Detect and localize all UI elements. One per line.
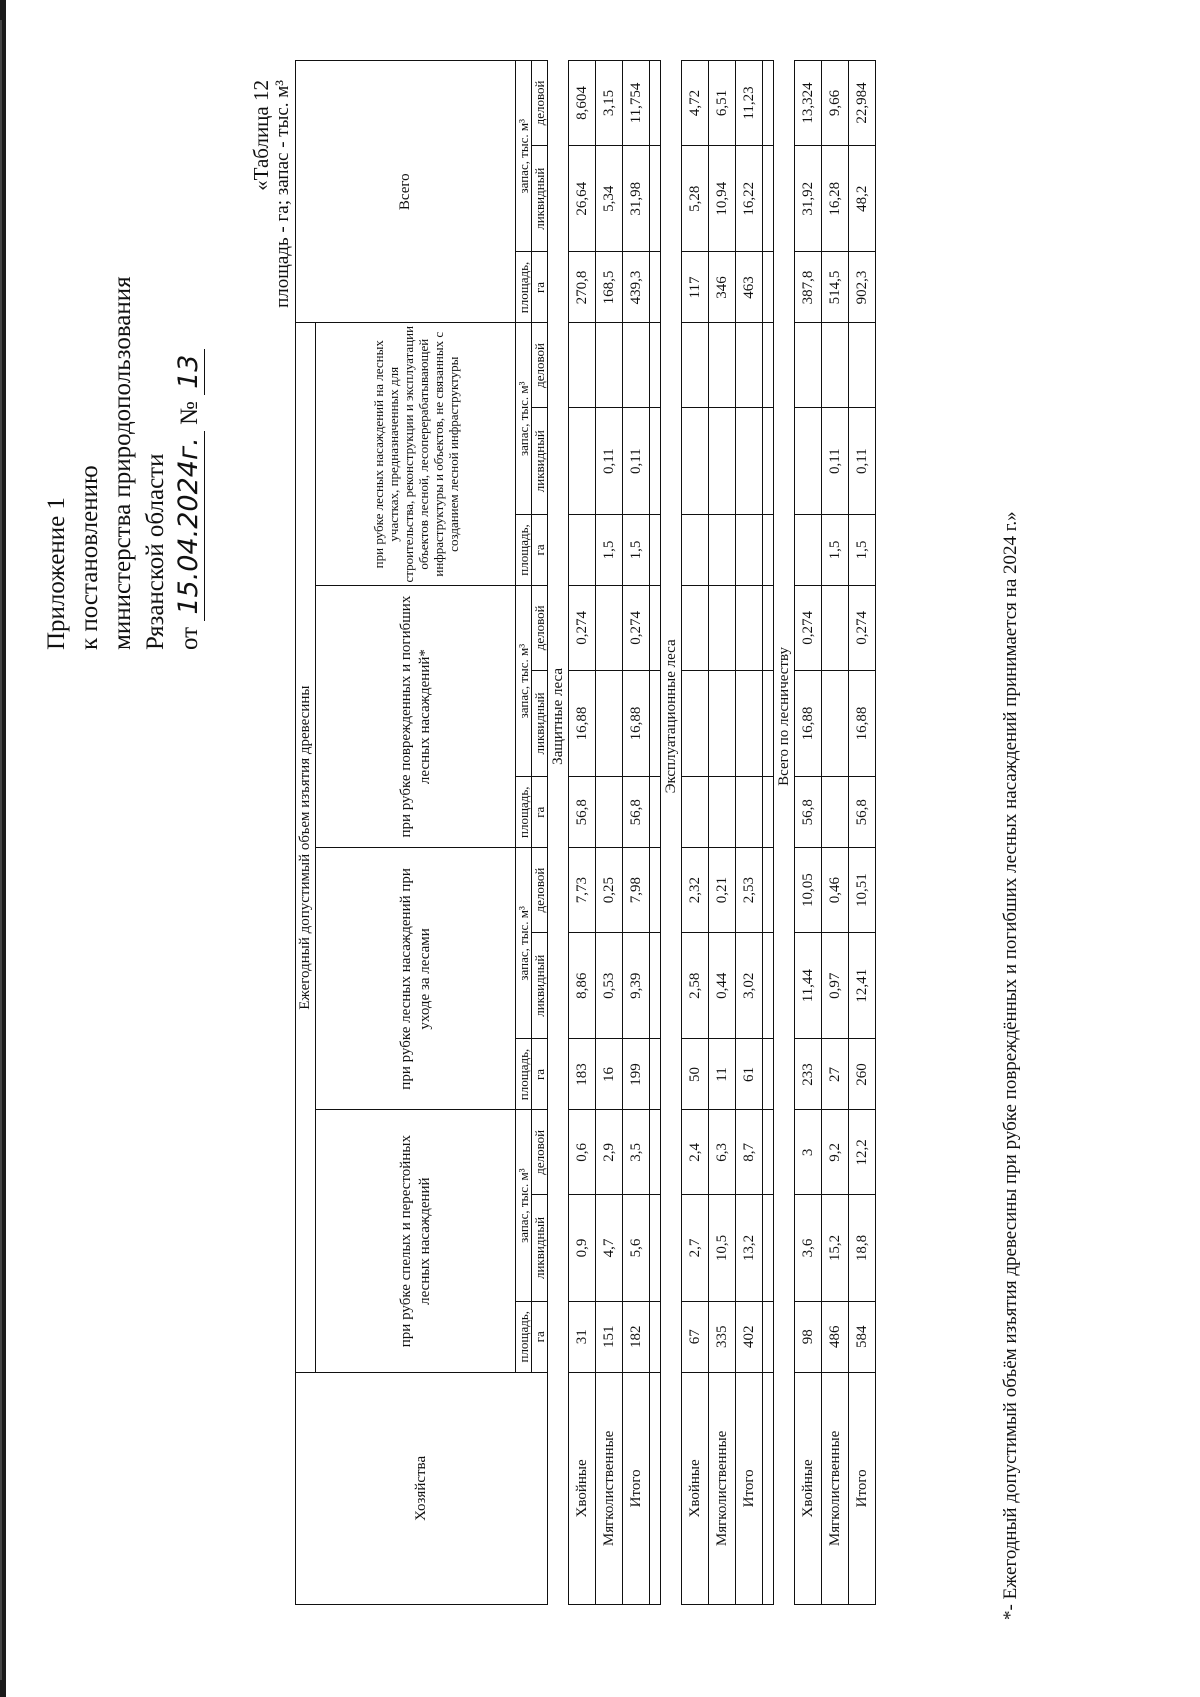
table-cell: 5,34 (596, 145, 623, 252)
table-cell: 18,8 (849, 1195, 876, 1302)
section-spacer (650, 61, 661, 1605)
spacer-cell (650, 1039, 661, 1110)
handwritten-date: 15.04.2024г. (173, 431, 205, 620)
table-cell: 151 (596, 1301, 623, 1372)
area-unit: га (532, 252, 548, 323)
spacer-cell (763, 1372, 774, 1604)
table-cell: 31,98 (623, 145, 650, 252)
table-cell: 8,86 (569, 932, 596, 1039)
table-cell: 3,5 (623, 1110, 650, 1195)
stock-label: запас, тыс. м³ (516, 61, 532, 252)
table-cell (736, 777, 763, 848)
table-cell: 168,5 (596, 252, 623, 323)
table-cell: 12,41 (849, 932, 876, 1039)
rotated-page-content (40, 60, 1040, 1640)
table-cell: 2,9 (596, 1110, 623, 1195)
stock-label: запас, тыс. м³ (516, 323, 532, 514)
table-row (596, 61, 623, 1605)
table-row (682, 61, 709, 1605)
table-cell: 61 (736, 1039, 763, 1110)
table-cell: 0,46 (822, 848, 849, 933)
appendix-header (40, 80, 206, 650)
table-cell: 902,3 (849, 252, 876, 323)
table-cell (682, 777, 709, 848)
stock-label: запас, тыс. м³ (516, 585, 532, 776)
table-row (822, 61, 849, 1605)
spacer-cell (650, 145, 661, 252)
area-unit: га (532, 1039, 548, 1110)
table-cell: 22,984 (849, 61, 876, 146)
spacer-cell (763, 408, 774, 515)
table-cell (596, 777, 623, 848)
table-cell (569, 408, 596, 515)
table-cell: 0,274 (849, 585, 876, 670)
table-cell: 117 (682, 252, 709, 323)
spacer-cell (763, 670, 774, 777)
table-cell: 584 (849, 1301, 876, 1372)
section-row (661, 61, 682, 1605)
table-cell: 402 (736, 1301, 763, 1372)
table-cell: 0,44 (709, 932, 736, 1039)
table-cell (736, 514, 763, 585)
table-cell: 8,604 (569, 61, 596, 146)
table-cell: 182 (623, 1301, 650, 1372)
table-cell: 260 (849, 1039, 876, 1110)
table-cell (822, 670, 849, 777)
table-cell: 6,51 (709, 61, 736, 146)
mature-felling-header: при рубке спелых и перестойных лесных насаждений (316, 1110, 516, 1372)
spacer-cell (650, 1195, 661, 1302)
liquid-label: ликвидный (532, 145, 548, 252)
stock-label: запас, тыс. м³ (516, 1110, 532, 1301)
table-cell: 387,8 (795, 252, 822, 323)
table-cell: 11,44 (795, 932, 822, 1039)
table-cell: 67 (682, 1301, 709, 1372)
table-cell: 3,15 (596, 61, 623, 146)
table-cell: 0,274 (569, 585, 596, 670)
table-cell: 56,8 (623, 777, 650, 848)
table-cell (822, 323, 849, 408)
spacer-cell (763, 145, 774, 252)
table-cell: 12,2 (849, 1110, 876, 1195)
table-cell: 7,98 (623, 848, 650, 933)
spacer-cell (650, 1301, 661, 1372)
table-cell: 16,22 (736, 145, 763, 252)
spacer-cell (650, 585, 661, 670)
table-caption (250, 80, 294, 308)
spacer-cell (650, 1110, 661, 1195)
table-cell: 1,5 (596, 514, 623, 585)
table-cell (795, 514, 822, 585)
spacer-cell (650, 848, 661, 933)
table-cell: 98 (795, 1301, 822, 1372)
table-header (296, 61, 548, 1605)
damaged-felling-header: при рубке поврежденных и погибших лесных насаждений* (316, 585, 516, 847)
table-cell (736, 323, 763, 408)
spacer-cell (650, 514, 661, 585)
table-cell: 439,3 (623, 252, 650, 323)
table-cell: 0,11 (623, 408, 650, 515)
spacer-cell (763, 1110, 774, 1195)
table-cell: 3 (795, 1110, 822, 1195)
spacer-cell (650, 1372, 661, 1604)
table-row (736, 61, 763, 1605)
appendix-line4: Рязанской области (142, 453, 169, 650)
table-cell: 199 (623, 1039, 650, 1110)
spacer-cell (650, 777, 661, 848)
table-cell: 16,28 (822, 145, 849, 252)
table-cell: 0,11 (849, 408, 876, 515)
table-cell (709, 670, 736, 777)
table-cell: 0,21 (709, 848, 736, 933)
spacer-cell (763, 585, 774, 670)
table-cell (709, 514, 736, 585)
appendix-date-line (172, 80, 206, 650)
table-cell: 9,2 (822, 1110, 849, 1195)
table-row (849, 61, 876, 1605)
table-cell: 2,32 (682, 848, 709, 933)
spacer-cell (650, 61, 661, 146)
total-group-header: Всего (296, 61, 516, 324)
footnote: *- Ежегодный допустимый объём изъятия древесины при рубке повреждённых и погибших лесных насаждений принимается на 2024 г.» (1000, 511, 1021, 1620)
spacer-cell (650, 670, 661, 777)
spacer-cell (763, 1195, 774, 1302)
table-number: «Таблица 12 (249, 80, 273, 191)
table-cell: 56,8 (569, 777, 596, 848)
table-cell (709, 585, 736, 670)
row-name: Итого (849, 1372, 876, 1604)
spacer-cell (763, 252, 774, 323)
construction-felling-header: при рубке лесных насаждений на лесных участках, предназначенных для строительства, реконструкции и эксплуатации объектов лесной, лесоперерабатывающей инфраструктуры и объектов, не связанных с созданием лесной инфраструктуры (316, 323, 516, 585)
table-cell: 270,8 (569, 252, 596, 323)
row-name: Хвойные (795, 1372, 822, 1604)
table-cell: 486 (822, 1301, 849, 1372)
table-cell: 0,6 (569, 1110, 596, 1195)
table-cell (569, 514, 596, 585)
section-title: Защитные леса (548, 61, 569, 1373)
table-cell (569, 323, 596, 408)
handwritten-number: 13 (173, 349, 205, 395)
business-label: деловой (532, 323, 548, 408)
table-cell: 2,7 (682, 1195, 709, 1302)
spacer-cell (650, 323, 661, 408)
table-cell (822, 777, 849, 848)
date-prefix: от (176, 626, 203, 650)
table-cell: 1,5 (822, 514, 849, 585)
table-cell: 0,97 (822, 932, 849, 1039)
section-row (548, 61, 569, 1605)
table-cell: 183 (569, 1039, 596, 1110)
row-name: Мягколиственные (596, 1372, 623, 1604)
table-cell (682, 323, 709, 408)
table-cell (709, 323, 736, 408)
spacer-cell (763, 514, 774, 585)
table-cell: 11,754 (623, 61, 650, 146)
row-name: Мягколиственные (822, 1372, 849, 1604)
liquid-label: ликвидный (532, 408, 548, 515)
timber-harvest-table (295, 60, 876, 1605)
appendix-title: Приложение 1 (43, 497, 70, 650)
table-cell: 56,8 (795, 777, 822, 848)
table-cell: 233 (795, 1039, 822, 1110)
table-cell: 0,274 (623, 585, 650, 670)
table-cell: 7,73 (569, 848, 596, 933)
table-cell: 31 (569, 1301, 596, 1372)
table-cell (596, 323, 623, 408)
table-cell (596, 670, 623, 777)
area-unit: га (532, 777, 548, 848)
table-cell: 16,88 (569, 670, 596, 777)
section-title: Эксплуатационные леса (661, 61, 682, 1373)
liquid-label: ликвидный (532, 1195, 548, 1302)
table-cell (623, 323, 650, 408)
row-name: Хвойные (569, 1372, 596, 1604)
table-cell (682, 585, 709, 670)
table-body (548, 61, 876, 1605)
table-cell (682, 408, 709, 515)
table-cell: 1,5 (849, 514, 876, 585)
spacer-cell (763, 61, 774, 146)
area-unit: га (532, 1301, 548, 1372)
table-cell: 26,64 (569, 145, 596, 252)
table-cell: 3,6 (795, 1195, 822, 1302)
section-blank (548, 1372, 569, 1604)
appendix-line3: министерства природопользования (109, 276, 136, 650)
table-cell: 11 (709, 1039, 736, 1110)
number-prefix: № (176, 401, 203, 426)
table-row (623, 61, 650, 1605)
spacer-cell (763, 1301, 774, 1372)
row-name: Итого (736, 1372, 763, 1604)
harvest-group-header: Ежегодный допустимый объем изъятия древесины (296, 323, 316, 1372)
table-cell: 0,53 (596, 932, 623, 1039)
table-cell: 0,11 (822, 408, 849, 515)
table-cell: 48,2 (849, 145, 876, 252)
business-label: деловой (532, 61, 548, 146)
table-units: площадь - га; запас - тыс. м³ (272, 80, 293, 308)
table-cell: 346 (709, 252, 736, 323)
table-cell: 4,72 (682, 61, 709, 146)
table-cell: 16,88 (849, 670, 876, 777)
table-cell (709, 777, 736, 848)
table-cell (736, 408, 763, 515)
row-name: Мягколиственные (709, 1372, 736, 1604)
area-label: площадь, (516, 252, 532, 323)
table-cell: 56,8 (849, 777, 876, 848)
table-cell: 335 (709, 1301, 736, 1372)
table-row (709, 61, 736, 1605)
table-cell: 8,7 (736, 1110, 763, 1195)
area-label: площадь, (516, 1039, 532, 1110)
table-cell: 5,28 (682, 145, 709, 252)
table-cell: 13,2 (736, 1195, 763, 1302)
table-cell: 31,92 (795, 145, 822, 252)
table-cell: 3,02 (736, 932, 763, 1039)
row-name: Хвойные (682, 1372, 709, 1604)
table-cell (849, 323, 876, 408)
table-cell (795, 323, 822, 408)
table-cell (709, 408, 736, 515)
liquid-label: ликвидный (532, 670, 548, 777)
business-label: деловой (532, 1110, 548, 1195)
table-cell (736, 670, 763, 777)
spacer-cell (763, 932, 774, 1039)
spacer-cell (763, 1039, 774, 1110)
area-label: площадь, (516, 514, 532, 585)
table-cell: 11,23 (736, 61, 763, 146)
section-row (774, 61, 795, 1605)
table-cell: 16,88 (795, 670, 822, 777)
table-cell: 6,3 (709, 1110, 736, 1195)
table-cell: 9,66 (822, 61, 849, 146)
table-cell: 9,39 (623, 932, 650, 1039)
table-row (569, 61, 596, 1605)
table-cell: 0,11 (596, 408, 623, 515)
spacer-cell (763, 323, 774, 408)
table-cell: 5,6 (623, 1195, 650, 1302)
table-cell: 463 (736, 252, 763, 323)
area-unit: га (532, 514, 548, 585)
area-label: площадь, (516, 777, 532, 848)
table-cell: 2,58 (682, 932, 709, 1039)
table-cell: 27 (822, 1039, 849, 1110)
section-blank (661, 1372, 682, 1604)
table-cell (822, 585, 849, 670)
table-cell: 13,324 (795, 61, 822, 146)
table-cell: 4,7 (596, 1195, 623, 1302)
spacer-cell (763, 777, 774, 848)
table-cell: 16,88 (623, 670, 650, 777)
table-cell: 10,94 (709, 145, 736, 252)
page-binding-shadow (0, 20, 2, 1680)
table-cell: 1,5 (623, 514, 650, 585)
table-row (795, 61, 822, 1605)
spacer-cell (650, 252, 661, 323)
stock-label: запас, тыс. м³ (516, 848, 532, 1039)
business-label: деловой (532, 848, 548, 933)
table-cell: 50 (682, 1039, 709, 1110)
table-cell: 10,51 (849, 848, 876, 933)
table-cell: 0,9 (569, 1195, 596, 1302)
business-label: деловой (532, 585, 548, 670)
spacer-cell (650, 408, 661, 515)
liquid-label: ликвидный (532, 932, 548, 1039)
table-cell: 10,5 (709, 1195, 736, 1302)
row-name: Итого (623, 1372, 650, 1604)
spacer-cell (763, 848, 774, 933)
table-cell: 0,274 (795, 585, 822, 670)
table-cell (736, 585, 763, 670)
table-cell: 2,4 (682, 1110, 709, 1195)
table-cell (682, 670, 709, 777)
table-cell (682, 514, 709, 585)
table-cell: 10,05 (795, 848, 822, 933)
section-blank (774, 1372, 795, 1604)
area-label: площадь, (516, 1301, 532, 1372)
table-cell: 16 (596, 1039, 623, 1110)
table-cell (596, 585, 623, 670)
table-cell: 2,53 (736, 848, 763, 933)
farms-column-header: Хозяйства (296, 1372, 548, 1604)
table-cell: 15,2 (822, 1195, 849, 1302)
table-cell: 0,25 (596, 848, 623, 933)
section-title: Всего по лесничеству (774, 61, 795, 1373)
table-cell (795, 408, 822, 515)
table-cell: 514,5 (822, 252, 849, 323)
section-spacer (763, 61, 774, 1605)
appendix-line2: к постановлению (76, 465, 103, 650)
spacer-cell (650, 932, 661, 1039)
care-felling-header: при рубке лесных насаждений при уходе за лесами (316, 848, 516, 1110)
